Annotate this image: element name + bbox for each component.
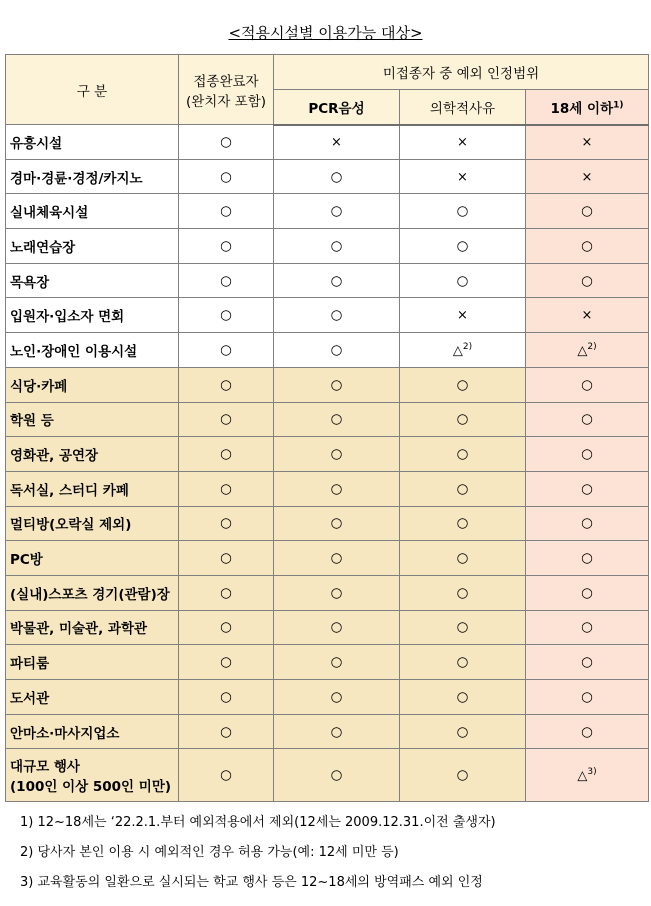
under18-cell <box>526 541 649 576</box>
table-row <box>6 333 649 368</box>
allowed-mark: ○ <box>330 203 343 220</box>
allowed-mark: ○ <box>220 133 232 150</box>
table-row <box>6 159 649 194</box>
medical-cell <box>400 541 526 576</box>
table-row <box>6 575 649 610</box>
under18-cell <box>526 645 649 680</box>
vaccinated-cell <box>179 194 274 229</box>
vaccinated-cell <box>179 610 274 645</box>
medical-cell <box>400 194 526 229</box>
header-exception-group: 미접종자 중 예외 인정범위 <box>274 55 649 90</box>
header-under18: 18세 이하$^{1)}$ <box>526 90 649 125</box>
allowed-mark: ○ <box>220 723 232 740</box>
allowed-mark: ○ <box>456 446 469 463</box>
footnote-ref: 2) <box>462 341 473 352</box>
pcr-cell <box>274 194 400 229</box>
under18-cell <box>526 367 649 402</box>
allowed-mark: ○ <box>456 584 469 601</box>
medical-cell <box>400 506 526 541</box>
pcr-cell <box>274 714 400 749</box>
table-row <box>6 506 649 541</box>
allowed-mark: ○ <box>220 584 232 601</box>
vaccinated-cell <box>179 402 274 437</box>
footnote-2: 2) 당사자 본인 이용 시 예외적인 경우 허용 가능(예: 12세 미만 등) <box>20 845 399 860</box>
medical-cell <box>400 333 526 368</box>
footnote-1: 1) 12~18세는 ‘22.2.1.부터 예외적용에서 제외(12세는 2009.12.31.이전 출생자) <box>20 815 496 830</box>
pcr-cell <box>274 749 400 802</box>
medical-cell <box>400 680 526 715</box>
allowed-mark: ○ <box>456 237 469 254</box>
table-row <box>6 471 649 506</box>
facility-name: PC방 <box>6 541 179 576</box>
not-allowed-mark: × <box>331 135 342 151</box>
allowed-mark: ○ <box>220 341 232 358</box>
pcr-cell <box>274 471 400 506</box>
medical-cell <box>400 471 526 506</box>
table-row <box>6 714 649 749</box>
not-allowed-mark: × <box>457 135 468 151</box>
allowed-mark: ○ <box>220 376 232 393</box>
medical-cell <box>400 749 526 802</box>
allowed-mark: ○ <box>330 584 343 601</box>
allowed-mark: ○ <box>220 515 232 532</box>
allowed-mark: ○ <box>456 688 469 705</box>
facility-name: 영화관, 공연장 <box>6 437 179 472</box>
allowed-mark: ○ <box>456 376 469 393</box>
medical-cell <box>400 575 526 610</box>
allowed-mark: ○ <box>330 723 343 740</box>
allowed-mark: ○ <box>581 272 593 289</box>
allowed-mark: ○ <box>581 376 593 393</box>
medical-cell <box>400 402 526 437</box>
allowed-mark: ○ <box>581 446 593 463</box>
vaccinated-cell <box>179 125 274 160</box>
medical-cell <box>400 714 526 749</box>
pcr-cell <box>274 125 400 160</box>
allowed-mark: ○ <box>330 272 343 289</box>
allowed-mark: ○ <box>330 446 343 463</box>
table-title: <적용시설별 이용가능 대상> <box>228 24 423 42</box>
allowed-mark: ○ <box>581 203 593 220</box>
allowed-mark: ○ <box>581 654 593 671</box>
vaccinated-cell <box>179 471 274 506</box>
footnotes <box>20 808 496 898</box>
pcr-cell <box>274 229 400 264</box>
table-row <box>6 263 649 298</box>
medical-cell <box>400 645 526 680</box>
facility-name: 입원자·입소자 면회 <box>6 298 179 333</box>
under18-cell <box>526 333 649 368</box>
vaccinated-cell <box>179 333 274 368</box>
not-allowed-mark: × <box>457 308 468 324</box>
allowed-mark: ○ <box>330 341 343 358</box>
header-medical: 의학적사유 <box>400 90 526 125</box>
facility-eligibility-table <box>5 54 649 802</box>
under18-cell <box>526 575 649 610</box>
allowed-mark: ○ <box>456 480 469 497</box>
allowed-mark: ○ <box>220 480 232 497</box>
vaccinated-cell <box>179 367 274 402</box>
allowed-mark: ○ <box>330 550 343 567</box>
medical-cell <box>400 263 526 298</box>
under18-cell <box>526 402 649 437</box>
under18-cell <box>526 229 649 264</box>
facility-name: 독서실, 스터디 카페 <box>6 471 179 506</box>
facility-name: 식당·카페 <box>6 367 179 402</box>
footnote-ref: 3) <box>587 767 597 778</box>
allowed-mark: ○ <box>456 550 469 567</box>
vaccinated-cell <box>179 506 274 541</box>
header-category: 구 분 <box>6 55 179 125</box>
under18-cell <box>526 298 649 333</box>
medical-cell <box>400 610 526 645</box>
allowed-mark: ○ <box>220 411 232 428</box>
table-row <box>6 645 649 680</box>
footnote-ref: 2) <box>587 341 597 352</box>
not-allowed-mark: × <box>581 308 593 324</box>
table-row <box>6 125 649 160</box>
pcr-cell <box>274 263 400 298</box>
allowed-mark: ○ <box>330 480 343 497</box>
allowed-mark: ○ <box>330 654 343 671</box>
vaccinated-cell <box>179 229 274 264</box>
table-row <box>6 680 649 715</box>
allowed-mark: ○ <box>220 272 232 289</box>
medical-cell <box>400 367 526 402</box>
allowed-mark: ○ <box>330 767 343 784</box>
vaccinated-cell <box>179 298 274 333</box>
allowed-mark: ○ <box>330 688 343 705</box>
allowed-mark: ○ <box>456 411 469 428</box>
table-row <box>6 298 649 333</box>
allowed-mark: ○ <box>456 767 469 784</box>
allowed-mark: ○ <box>581 237 593 254</box>
under18-cell <box>526 471 649 506</box>
under18-cell <box>526 610 649 645</box>
pcr-cell <box>274 367 400 402</box>
vaccinated-cell <box>179 680 274 715</box>
table-row <box>6 229 649 264</box>
allowed-mark: ○ <box>330 307 343 324</box>
facility-name: 노래연습장 <box>6 229 179 264</box>
table-row <box>6 610 649 645</box>
vaccinated-cell <box>179 749 274 802</box>
allowed-mark: ○ <box>456 272 469 289</box>
pcr-cell <box>274 298 400 333</box>
facility-name: 목욕장 <box>6 263 179 298</box>
vaccinated-cell <box>179 263 274 298</box>
conditional-mark: △ <box>577 768 588 784</box>
medical-cell <box>400 159 526 194</box>
table-row <box>6 367 649 402</box>
medical-cell <box>400 125 526 160</box>
table-row <box>6 541 649 576</box>
facility-name: 학원 등 <box>6 402 179 437</box>
medical-cell <box>400 229 526 264</box>
under18-cell <box>526 125 649 160</box>
allowed-mark: ○ <box>456 654 469 671</box>
allowed-mark: ○ <box>456 515 469 532</box>
under18-cell <box>526 194 649 229</box>
vaccinated-cell <box>179 541 274 576</box>
facility-name: 유흥시설 <box>6 125 179 160</box>
pcr-cell <box>274 541 400 576</box>
allowed-mark: ○ <box>581 619 593 636</box>
allowed-mark: ○ <box>330 411 343 428</box>
facility-name: 박물관, 미술관, 과학관 <box>6 610 179 645</box>
allowed-mark: ○ <box>220 168 232 185</box>
allowed-mark: ○ <box>581 584 593 601</box>
allowed-mark: ○ <box>581 688 593 705</box>
header-pcr: PCR음성 <box>274 90 400 125</box>
footnote-3: 3) 교육활동의 일환으로 실시되는 학교 행사 등은 12~18세의 방역패스 예외 인정 <box>20 875 483 890</box>
allowed-mark: ○ <box>220 237 232 254</box>
pcr-cell <box>274 333 400 368</box>
under18-cell <box>526 680 649 715</box>
facility-name: 멀티방(오락실 제외) <box>6 506 179 541</box>
pcr-cell <box>274 159 400 194</box>
allowed-mark: ○ <box>220 550 232 567</box>
pcr-cell <box>274 437 400 472</box>
not-allowed-mark: × <box>457 169 468 185</box>
pcr-cell <box>274 680 400 715</box>
facility-name: 노인·장애인 이용시설 <box>6 333 179 368</box>
allowed-mark: ○ <box>220 446 232 463</box>
pcr-cell <box>274 610 400 645</box>
facility-name: (실내)스포츠 경기(관람)장 <box>6 575 179 610</box>
facility-name: 안마소·마사지업소 <box>6 714 179 749</box>
allowed-mark: ○ <box>581 723 593 740</box>
allowed-mark: ○ <box>581 515 593 532</box>
conditional-mark: △ <box>452 343 463 359</box>
allowed-mark: ○ <box>456 619 469 636</box>
vaccinated-cell <box>179 437 274 472</box>
table-row <box>6 402 649 437</box>
vaccinated-cell <box>179 714 274 749</box>
vaccinated-cell <box>179 159 274 194</box>
allowed-mark: ○ <box>330 237 343 254</box>
facility-name: 도서관 <box>6 680 179 715</box>
allowed-mark: ○ <box>220 767 232 784</box>
table-row <box>6 749 649 802</box>
facility-name: 경마·경륜·경정/카지노 <box>6 159 179 194</box>
allowed-mark: ○ <box>220 654 232 671</box>
allowed-mark: ○ <box>581 550 593 567</box>
not-allowed-mark: × <box>581 169 593 185</box>
facility-name: 대규모 행사 (100인 이상 500인 미만) <box>6 749 179 802</box>
under18-cell <box>526 263 649 298</box>
vaccinated-cell <box>179 575 274 610</box>
table-row <box>6 194 649 229</box>
not-allowed-mark: × <box>581 135 593 151</box>
pcr-cell <box>274 575 400 610</box>
allowed-mark: ○ <box>581 480 593 497</box>
conditional-mark: △ <box>577 343 588 359</box>
allowed-mark: ○ <box>330 168 343 185</box>
facility-name: 실내체육시설 <box>6 194 179 229</box>
allowed-mark: ○ <box>220 688 232 705</box>
allowed-mark: ○ <box>330 619 343 636</box>
allowed-mark: ○ <box>220 307 232 324</box>
medical-cell <box>400 298 526 333</box>
pcr-cell <box>274 506 400 541</box>
allowed-mark: ○ <box>330 376 343 393</box>
under18-cell <box>526 714 649 749</box>
vaccinated-cell <box>179 645 274 680</box>
allowed-mark: ○ <box>581 411 593 428</box>
under18-cell <box>526 506 649 541</box>
allowed-mark: ○ <box>330 515 343 532</box>
under18-cell <box>526 749 649 802</box>
allowed-mark: ○ <box>220 619 232 636</box>
medical-cell <box>400 437 526 472</box>
header-vaccinated: 접종완료자 (완치자 포함) <box>179 55 274 125</box>
facility-name: 파티룸 <box>6 645 179 680</box>
allowed-mark: ○ <box>456 723 469 740</box>
allowed-mark: ○ <box>456 203 469 220</box>
under18-cell <box>526 437 649 472</box>
pcr-cell <box>274 645 400 680</box>
table-row <box>6 437 649 472</box>
allowed-mark: ○ <box>220 203 232 220</box>
under18-cell <box>526 159 649 194</box>
pcr-cell <box>274 402 400 437</box>
